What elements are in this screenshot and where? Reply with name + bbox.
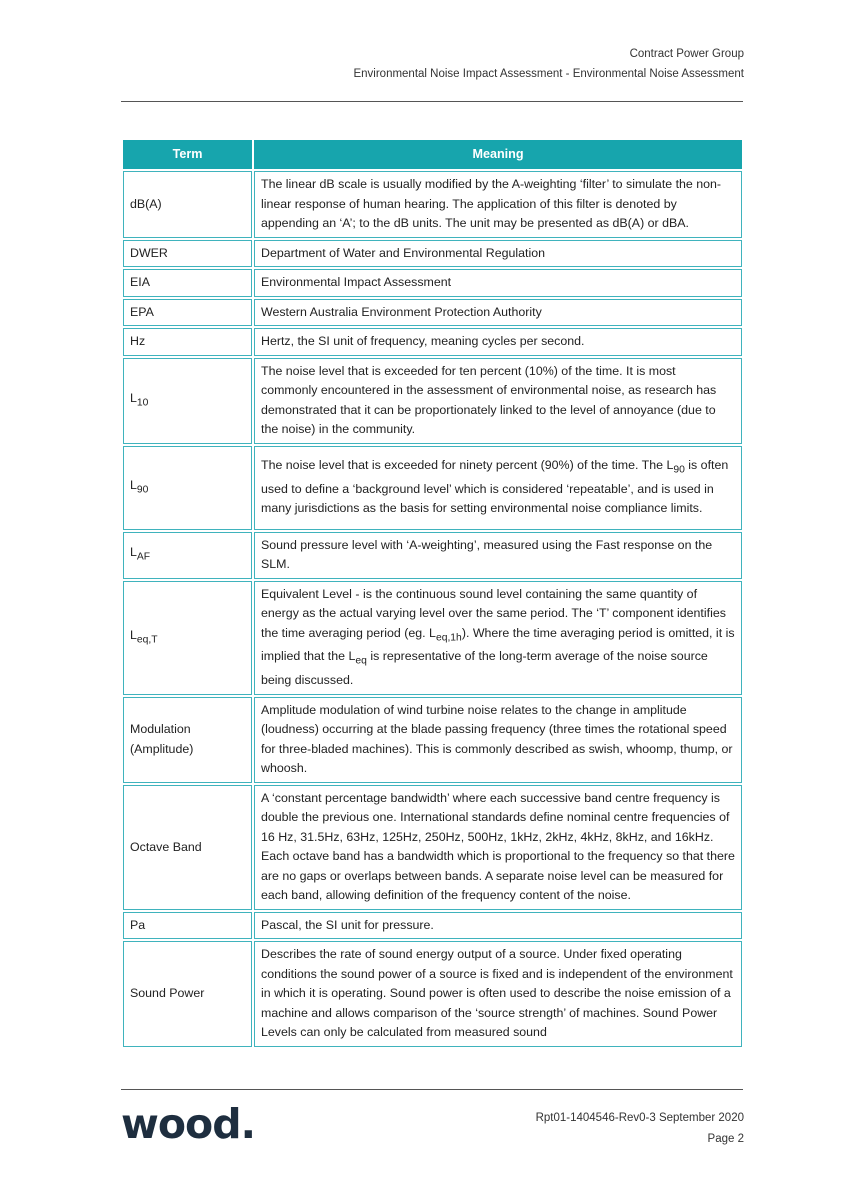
glossary-table — [121, 138, 744, 1049]
term-cell: dB(A) — [123, 171, 252, 238]
meaning-cell: Describes the rate of sound energy output of a source. Under fixed operating conditions the sound power of a source is fixed and is independent of the environment in which it is operating. Sound power is often used to describe the noise emission of a machine and allows comparison of the ‘source strength’ of machines. Sound Power Levels can only be calculated from measured sound — [254, 941, 742, 1047]
meaning-subscript: eq,1h — [435, 631, 462, 643]
meaning-cell: Hertz, the SI unit of frequency, meaning cycles per second. — [254, 328, 742, 356]
table-row — [123, 171, 742, 238]
term-cell: Hz — [123, 328, 252, 356]
meaning-text: is often used to define a ‘background level’ which is considered ‘repeatable’, and is used in many jurisdictions as the basis for setting environmental noise compliance limits. — [261, 458, 729, 516]
term-cell — [123, 581, 252, 695]
table-row — [123, 532, 742, 579]
term-cell: Pa — [123, 912, 252, 940]
meaning-text: is representative of the long-term average of the noise source being discussed. — [261, 649, 708, 688]
footer-divider — [121, 1089, 743, 1090]
meaning-cell: The linear dB scale is usually modified by the A-weighting ‘filter’ to simulate the non-linear response of human hearing. The application of this filter is denoted by appending an ‘A’; to the dB units. The unit may be presented as dB(A) or dBA. — [254, 171, 742, 238]
meaning-text: Equivalent Level - is the continuous sound level containing the same quantity of energy as the actual varying level over the same period. The ‘T’ component identifies the time averaging period (eg. L — [261, 586, 726, 640]
page-number: Page 2 — [707, 1133, 744, 1145]
meaning-cell: The noise level that is exceeded for ten percent (10%) of the time. It is most commonly encountered in the assessment of environmental noise, as research has demonstrated that it can be proportionately linked to the level of annoyance (due to the noise) in the community. — [254, 358, 742, 444]
table-row — [123, 446, 742, 530]
report-title: Environmental Noise Impact Assessment - Environmental Noise Assessment — [353, 68, 744, 80]
wood-logo: wood. — [121, 1100, 256, 1148]
meaning-cell: Sound pressure level with ‘A-weighting’, measured using the Fast response on the SLM. — [254, 532, 742, 579]
term-symbol: L — [130, 627, 137, 642]
table-row — [123, 328, 742, 356]
meaning-subscript: 90 — [673, 464, 685, 476]
meaning-text: ). Where the time averaging period is omitted, it is implied that the L — [261, 625, 735, 664]
meaning-cell — [254, 581, 742, 695]
table-row — [123, 358, 742, 444]
table-row — [123, 240, 742, 268]
table-header-row — [123, 140, 742, 169]
meaning-subscript: eq — [355, 655, 367, 667]
table-row — [123, 581, 742, 695]
table-row — [123, 299, 742, 327]
term-subscript: AF — [136, 551, 151, 563]
header-divider — [121, 101, 743, 102]
table-row — [123, 941, 742, 1047]
page-header — [353, 44, 744, 84]
term-cell: EPA — [123, 299, 252, 327]
table-row — [123, 697, 742, 783]
term-cell: DWER — [123, 240, 252, 268]
meaning-cell: Pascal, the SI unit for pressure. — [254, 912, 742, 940]
term-subscript: 10 — [136, 396, 149, 408]
meaning-cell: Western Australia Environment Protection Authority — [254, 299, 742, 327]
table-row — [123, 269, 742, 297]
term-subscript: eq,T — [136, 634, 158, 646]
meaning-cell: Amplitude modulation of wind turbine noise relates to the change in amplitude (loudness) occurring at the blade passing frequency (three times the rotational speed for three-bladed machines). This is commonly described as swish, whoomp, thump, or whoosh. — [254, 697, 742, 783]
term-symbol: L — [130, 477, 137, 492]
term-symbol: L — [130, 545, 137, 560]
table-row — [123, 785, 742, 910]
term-subscript: 90 — [136, 483, 149, 495]
meaning-cell — [254, 446, 742, 530]
term-cell — [123, 697, 252, 783]
report-reference: Rpt01-1404546-Rev0-3 September 2020 — [535, 1112, 744, 1124]
table-row — [123, 912, 742, 940]
term-cell: Sound Power — [123, 941, 252, 1047]
page-footer — [536, 1108, 744, 1150]
term-symbol: L — [130, 390, 137, 405]
meaning-text: The noise level that is exceeded for ninety percent (90%) of the time. The L — [261, 458, 674, 473]
company-name: Contract Power Group — [629, 48, 744, 60]
meaning-cell: Department of Water and Environmental Regulation — [254, 240, 742, 268]
term-cell — [123, 358, 252, 444]
term-cell — [123, 446, 252, 530]
term-line: Modulation — [130, 722, 191, 737]
term-cell: Octave Band — [123, 785, 252, 910]
column-header-meaning: Meaning — [254, 140, 742, 169]
term-line: (Amplitude) — [130, 741, 194, 756]
meaning-cell: A ‘constant percentage bandwidth’ where each successive band centre frequency is double the previous one. International standards define nominal centre frequencies of 16 Hz, 31.5Hz, 63Hz, 125Hz, 250Hz, 500Hz, 1kHz, 2kHz, 4kHz, 8kHz, and 16kHz. Each octave band has a bandwidth which is proportional to the frequency so that there are no gaps or overlaps between bands. A separate noise level can be measured for each band, allowing definition of the frequency content of the noise. — [254, 785, 742, 910]
term-cell: EIA — [123, 269, 252, 297]
column-header-term: Term — [123, 140, 252, 169]
term-cell — [123, 532, 252, 579]
meaning-cell: Environmental Impact Assessment — [254, 269, 742, 297]
